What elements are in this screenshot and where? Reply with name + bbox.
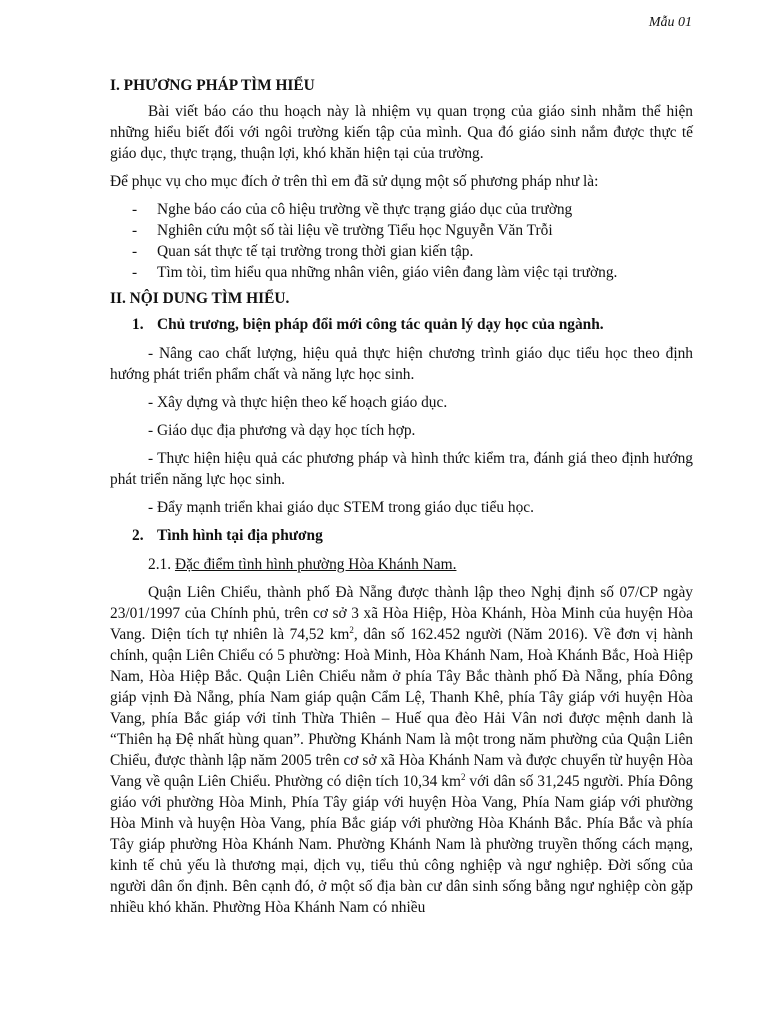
subsection-1-paragraph: - Giáo dục địa phương và dạy học tích hợp. bbox=[148, 422, 416, 439]
superscript-2: 2 bbox=[460, 771, 466, 782]
superscript-2: 2 bbox=[349, 624, 354, 635]
subsection-1-paragraph: - Xây dựng và thực hiện theo kế hoạch giáo dục. bbox=[148, 394, 448, 411]
subsection-1-paragraph: - Nâng cao chất lượng, hiệu quả thực hiện chương trình giáo dục tiểu học theo định hướng phát triển phẩm chất và năng lực học sinh. bbox=[110, 345, 693, 383]
subsection-1-paragraph: - Đẩy mạnh triển khai giáo dục STEM trong giáo dục tiểu học. bbox=[148, 499, 534, 516]
list-item bbox=[110, 262, 693, 283]
body-text-part-2: , dân số 162.452 người (Năm 2016). Về đơn vị hành chính, quận Liên Chiểu có 5 phường: Hoà Minh, Hòa Khánh Nam, Hoà Khánh Bắc, Hoà Hiệp Nam, Hòa Hiệp Bắc. Quận Liên Chiểu nằm ở phía Tây Bắc thành phố Đà Nẵng, phía Đông giáp vịnh Đà Nẵng, phía Nam giáp quận Cẩm Lệ, Thanh Khê, phía Tây giáp với huyện Hòa Vang, phía Bắc giáp với tỉnh Thừa Thiên – Huế qua đèo Hải Vân nơi được mệnh danh là “Thiên hạ Đệ nhất hùng quan”. Phường Khánh Nam là một trong năm phường của Quận Liên Chiểu, được thành lập năm 2005 trên cơ sở xã Hòa Khánh Nam và được chuyển từ huyện Hòa Vang về quận Liên Chiểu. Phường có diện tích 10,34 km bbox=[110, 626, 694, 790]
subsection-2-1-number: 2.1. bbox=[148, 556, 172, 573]
document-body bbox=[110, 75, 693, 918]
section-1-heading: I. PHƯƠNG PHÁP TÌM HIỂU bbox=[110, 77, 315, 94]
body-text-part-3: với dân số 31,245 người. Phía Đông giáo với phường Hòa Minh, Phía Tây giáp với huyện Hòa Vang, Phía Nam giáp với phường Hòa Minh và huyện Hòa Vang, phía Bắc giáp với phường Hòa Khánh Bắc. Phía Bắc và phía Tây giáp phường Hòa Khánh Nam. Phường Khánh Nam là phường truyền thống cách mạng, kinh tế chủ yếu là thương mại, dịch vụ, tiểu thủ công nghiệp và ngư nghiệp. Đời sống của người dân ổn định. Bên cạnh đó, ở một số địa bàn cư dân sinh sống bằng ngư nghiệp còn gặp nhiều khó khăn. Phường Hòa Khánh Nam có nhiều bbox=[110, 773, 693, 916]
subsection-1-paragraph: - Thực hiện hiệu quả các phương pháp và hình thức kiểm tra, đánh giá theo định hướng phát triển năng lực học sinh. bbox=[110, 450, 693, 488]
subsection-1-title: Chủ trương, biện pháp đổi mới công tác quản lý dạy học của ngành. bbox=[157, 316, 604, 333]
subsection-2-number: 2. bbox=[132, 527, 144, 544]
bullet-dash: - bbox=[132, 201, 138, 218]
subsection-1-heading bbox=[110, 314, 693, 335]
bullet-dash: - bbox=[132, 222, 138, 239]
subsection-1-number: 1. bbox=[132, 316, 144, 333]
list-item-text: Nghiên cứu một số tài liệu về trường Tiểu học Nguyễn Văn Trỗi bbox=[157, 222, 553, 239]
method-list bbox=[110, 199, 693, 283]
list-item bbox=[110, 220, 693, 241]
bullet-dash: - bbox=[132, 264, 138, 281]
subsection-2-1-heading bbox=[110, 554, 693, 575]
list-item-text: Nghe báo cáo của cô hiệu trường về thực trạng giáo dục của trường bbox=[157, 201, 573, 218]
page-header-label: Mẫu 01 bbox=[648, 15, 692, 30]
list-item bbox=[110, 199, 693, 220]
subsection-2-title: Tình hình tại địa phương bbox=[157, 527, 323, 544]
subsection-2-1-title: Đặc điểm tình hình phường Hòa Khánh Nam. bbox=[174, 556, 457, 573]
list-item-text: Quan sát thực tế tại trường trong thời gian kiến tập. bbox=[157, 243, 474, 260]
list-item-text: Tìm tòi, tìm hiểu qua những nhân viên, giáo viên đang làm việc tại trường. bbox=[157, 264, 618, 281]
subsection-2-1-body bbox=[110, 582, 693, 918]
section-1-paragraph-1: Bài viết báo cáo thu hoạch này là nhiệm vụ quan trọng của giáo sinh nhằm thể hiện những hiểu biết đối với ngôi trường kiến tập của mình. Qua đó giáo sinh nắm được thực tế giáo dục, thực trạng, thuận lợi, khó khăn hiện tại của trường. bbox=[110, 103, 693, 162]
bullet-dash: - bbox=[132, 243, 138, 260]
section-1-paragraph-2: Để phục vụ cho mục đích ở trên thì em đã sử dụng một số phương pháp như là: bbox=[110, 173, 599, 190]
subsection-2-heading bbox=[110, 525, 693, 546]
section-2-heading: II. NỘI DUNG TÌM HIỂU. bbox=[110, 290, 290, 307]
body-text-part-1: Quận Liên Chiểu, thành phố Đà Nẵng được thành lập theo Nghị định số 07/CP ngày 23/01/1997 của Chính phủ, trên cơ sở 3 xã Hòa Hiệp, Hòa Khánh, Hòa Minh của huyện Hòa Vang. Diện tích tự nhiên là 74,52 km bbox=[110, 584, 693, 643]
list-item bbox=[110, 241, 693, 262]
